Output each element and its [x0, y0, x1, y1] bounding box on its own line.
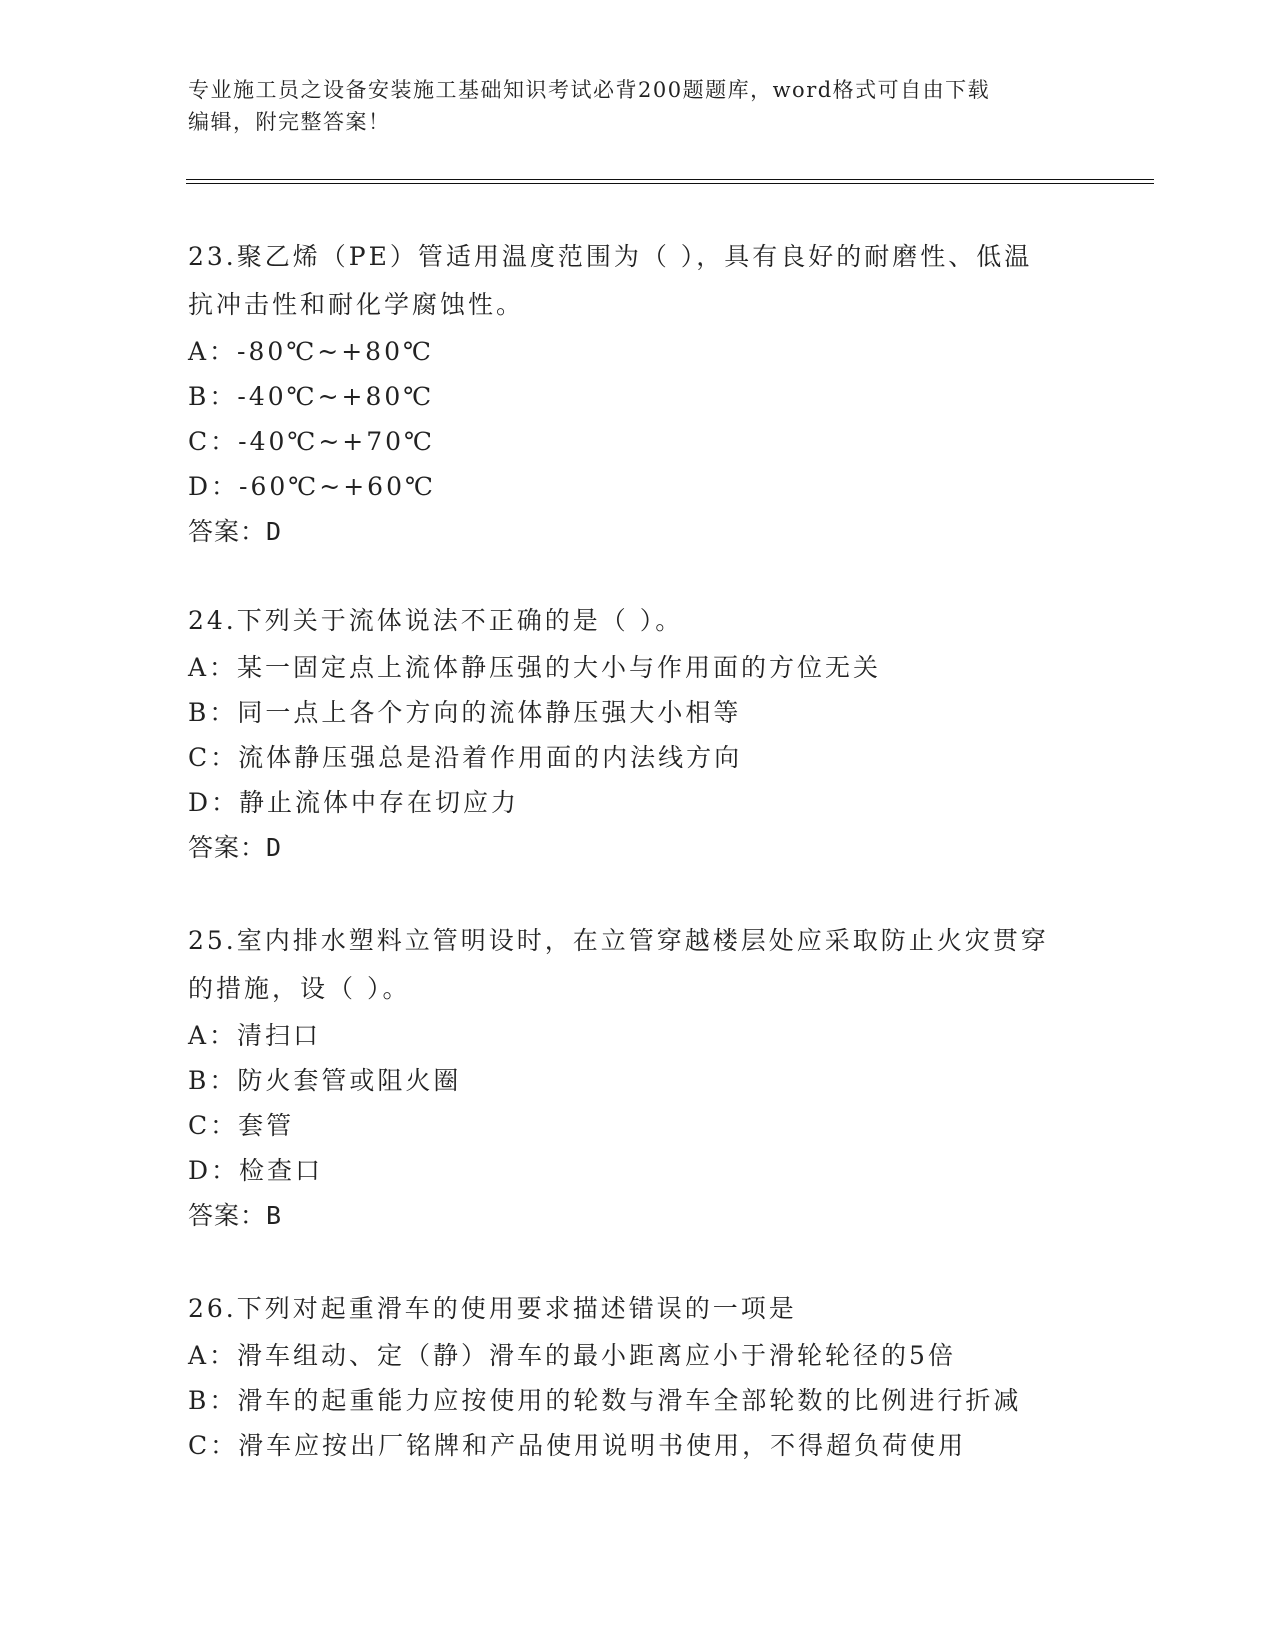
answer: 答案：D [188, 833, 283, 862]
question-stem-line: 抗冲击性和耐化学腐蚀性。 [188, 290, 525, 319]
option-a: A：某一固定点上流体静压强的大小与作用面的方位无关 [188, 653, 882, 682]
option-b: B：-40℃~+80℃ [188, 382, 435, 411]
option-d: D：检查口 [188, 1156, 324, 1185]
option-b: B：防火套管或阻火圈 [188, 1066, 462, 1095]
question-stem [188, 233, 1088, 329]
option-c: C：流体静压强总是沿着作用面的内法线方向 [188, 743, 743, 772]
question-24 [188, 597, 1088, 870]
document-header [188, 74, 1088, 138]
option-a: A：-80℃~+80℃ [188, 337, 434, 366]
question-stem [188, 597, 1088, 645]
option-a: A：清扫口 [188, 1021, 322, 1050]
option-c: C：套管 [188, 1111, 295, 1140]
option-b: B：同一点上各个方向的流体静压强大小相等 [188, 698, 742, 727]
option-a: A：滑车组动、定（静）滑车的最小距离应小于滑轮轮径的5倍 [188, 1341, 956, 1370]
question-26 [188, 1285, 1088, 1468]
header-divider-bottom [186, 183, 1154, 184]
option-d: D：-60℃~+60℃ [188, 472, 436, 501]
question-stem-line: 26.下列对起重滑车的使用要求描述错误的一项是 [188, 1294, 797, 1323]
option-b: B：滑车的起重能力应按使用的轮数与滑车全部轮数的比例进行折减 [188, 1386, 1022, 1415]
answer: 答案：B [188, 1201, 283, 1230]
question-stem-line: 23.聚乙烯（PE）管适用温度范围为（ ），具有良好的耐磨性、低温 [188, 242, 1033, 271]
header-line-1: 专业施工员之设备安装施工基础知识考试必背200题题库，word格式可自由下载 [188, 78, 991, 102]
option-d: D：静止流体中存在切应力 [188, 788, 520, 817]
question-23 [188, 233, 1088, 554]
answer: 答案：D [188, 517, 283, 546]
question-stem [188, 917, 1088, 1013]
header-divider-top [186, 179, 1154, 180]
question-stem-line: 24.下列关于流体说法不正确的是（ ）。 [188, 606, 684, 635]
header-line-2: 编辑，附完整答案！ [188, 110, 391, 134]
question-stem-line: 25.室内排水塑料立管明设时，在立管穿越楼层处应采取防止火灾贯穿 [188, 926, 1049, 955]
option-c: C：-40℃~+70℃ [188, 427, 436, 456]
question-stem [188, 1285, 1088, 1333]
option-c: C：滑车应按出厂铭牌和产品使用说明书使用，不得超负荷使用 [188, 1431, 967, 1460]
question-25 [188, 917, 1088, 1238]
question-stem-line: 的措施，设（ ）。 [188, 974, 411, 1003]
